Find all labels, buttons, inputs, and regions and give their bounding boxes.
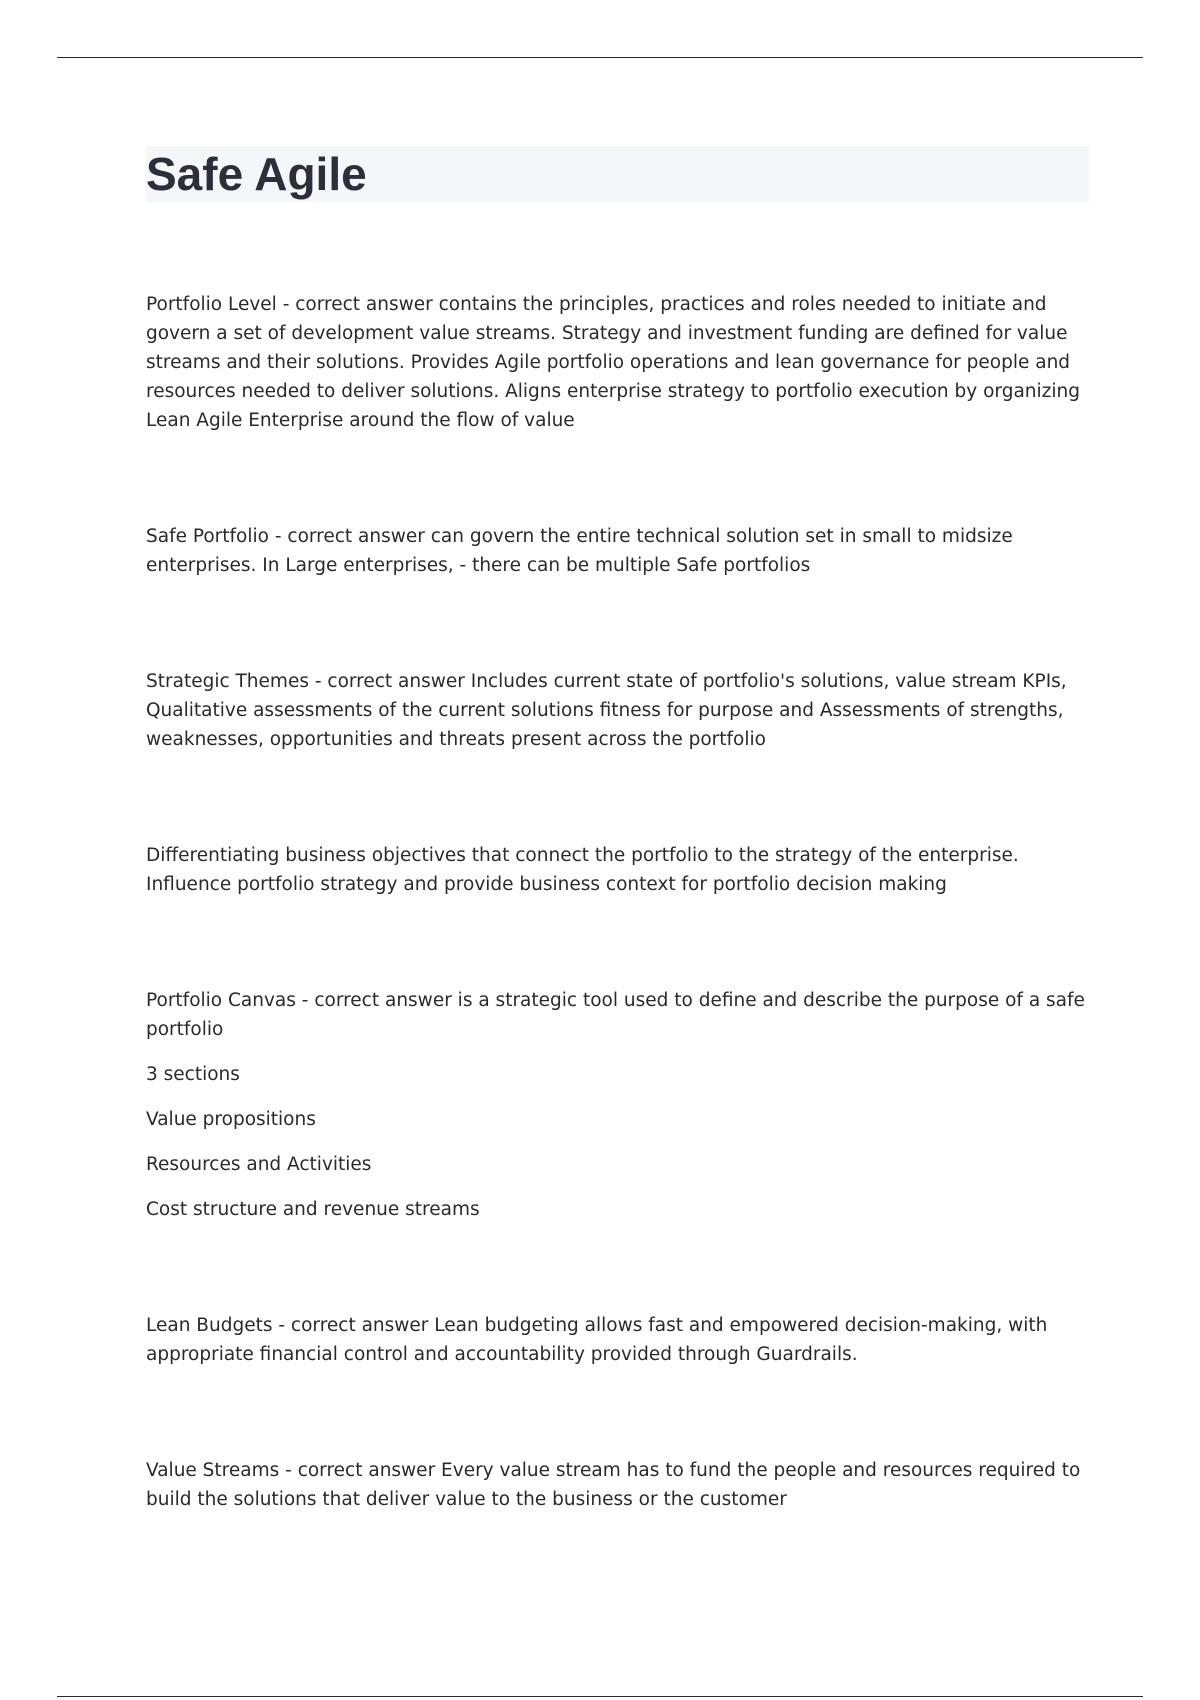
entry-text: Safe Portfolio - correct answer can govern the entire technical solution set in small to midsize enterprises. In Large enterprises, - there can be multiple Safe portfolios [146,526,1013,576]
entry-value-streams [146,1456,1096,1514]
entry-safe-portfolio [146,522,1096,580]
header-rule [57,57,1143,58]
footer-rule [57,1696,1143,1697]
entry-text: Strategic Themes - correct answer Includes current state of portfolio's solutions, value stream KPIs, Qualitative assessments of the current solutions fitness for purpose and Assessments of strengths, weaknesses, opportunities and threats present across the portfolio [146,671,1067,750]
entry-text: Differentiating business objectives that connect the portfolio to the strategy of the enterprise. Influence portfolio strategy and provide business context for portfolio decision making [146,845,1019,895]
entry-lean-budgets [146,1311,1096,1369]
entry-text: Lean Budgets - correct answer Lean budgeting allows fast and empowered decision-making, with appropriate financial control and accountability provided through Guardrails. [146,1315,1048,1365]
entry-portfolio-canvas [146,986,1096,1224]
entry-line: Resources and Activities [146,1154,372,1175]
entry-portfolio-level [146,290,1096,435]
page-title: Safe Agile [146,148,367,200]
entry-text: Portfolio Level - correct answer contains the principles, practices and roles needed to initiate and govern a set of development value streams. Strategy and investment funding are defined for value streams and their solutions. Provides Agile portfolio operations and lean governance for people and resources needed to deliver solutions. Aligns enterprise strategy to portfolio execution by organizing Lean Agile Enterprise around the flow of value [146,294,1080,431]
document-body [146,290,1096,1601]
entry-strategic-themes [146,667,1096,754]
entry-line: Value propositions [146,1109,316,1130]
entry-line: 3 sections [146,1064,240,1085]
entry-differentiating-objectives [146,841,1096,899]
entry-text: Value Streams - correct answer Every value stream has to fund the people and resources required to build the solutions that deliver value to the business or the customer [146,1460,1081,1510]
entry-text: Portfolio Canvas - correct answer is a strategic tool used to define and describe the purpose of a safe portfolio [146,990,1085,1040]
entry-line: Cost structure and revenue streams [146,1199,480,1220]
